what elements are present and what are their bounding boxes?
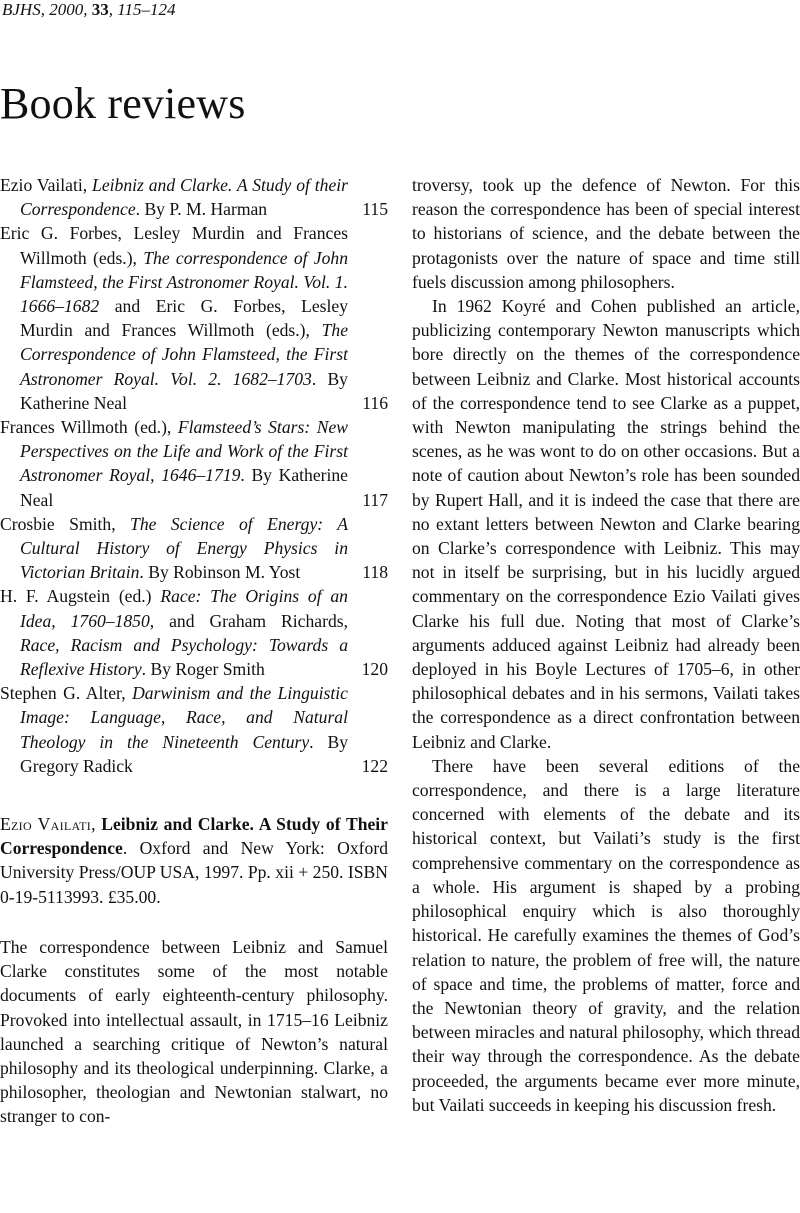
- toc-page: 120: [361, 659, 388, 680]
- toc-entry[interactable]: [0, 173, 388, 221]
- journal-name: BJHS: [2, 0, 41, 19]
- toc-title: The Correspondence of John Flamsteed, the First Astronomer Royal. Vol. 2. 1682–1703: [20, 320, 348, 389]
- page-title: Book reviews: [0, 79, 246, 128]
- toc-author: Frances Willmoth (ed.),: [0, 417, 178, 438]
- table-of-contents: [0, 173, 388, 778]
- toc-entry[interactable]: [0, 512, 388, 585]
- toc-reviewer: . By Katherine Neal: [20, 465, 348, 510]
- toc-title: Flamsteed’s Stars: New Perspectives on the Life and Work of the First Astronomer Royal, 1646–1719: [20, 417, 348, 486]
- toc-author: and Eric G. Forbes, Lesley Murdin and Frances Willmoth (eds.),: [20, 296, 348, 341]
- review-heading: Ezio Vailati, Leibniz and Clarke. A Study of Their Correspondence. Oxford and New York: Oxford University Press/OUP USA, 1997. Pp. xii + 250. ISBN 0-19-5113993. £35.00.: [0, 814, 388, 907]
- review-book-title: Leibniz and Clarke. A Study of Their Correspondence: [0, 814, 388, 859]
- left-column: [0, 173, 388, 1129]
- review-paragraph: There have been several editions of the correspondence, and there is a large literature concerned with elements of the debate and its historical context, but Vailati’s study is the first comprehensive commentary on the correspondence as a whole. His argument is shaped by a probing philosophical enquiry which is also thoroughly historical. He carefully examines the themes of God’s relation to nature, the problem of free will, the nature of space and time, the problems of matter, force and the Newtonian theory of gravity, and the relation between miracles and natural philosophy, which thread their way through the correspondence. As the debate proceeded, the arguments became ever more minute, but Vailati succeeds in keeping his discussion fresh.: [412, 755, 800, 1115]
- toc-author: Stephen G. Alter,: [0, 683, 133, 704]
- toc-reviewer: . By P. M. Harman: [135, 199, 268, 220]
- toc-reviewer: . By Katherine Neal: [20, 368, 348, 413]
- toc-title: Race, Racism and Psychology: Towards a Reflexive History: [20, 634, 348, 680]
- toc-page: 115: [362, 199, 388, 220]
- review-paragraph-continued: troversy, took up the defence of Newton. For this reason the correspondence has been of special interest to historians of science, and the debate between the protagonists over the nature of space and time still fuels discussion among philosophers.: [412, 175, 800, 292]
- review-paragraph: The correspondence between Leibniz and Samuel Clarke constitutes some of the most notable documents of early eighteenth-century philosophy. Provoked into intellectual assault, in 1715–16 Leibniz launched a searching critique of Newton’s natural philosophy and its theological underpinning. Clarke, a philosopher, theologian and Newtonian stalwart, no stranger to con-: [0, 936, 388, 1127]
- toc-page: 116: [362, 392, 388, 413]
- review-paragraph: In 1962 Koyré and Cohen published an article, publicizing contemporary Newton manuscripts which bore directly on the themes of the correspondence between Leibniz and Clarke. Most historical accounts of the correspondence tend to see Clarke as a puppet, with Newton manipulating the strings behind the scenes, as he was wont to do on other occasions. But a note of caution about Newton’s role has been sounded by Rupert Hall, and it is indeed the case that there are no extant letters between Newton and Clarke bearing on Clarke’s correspondence with Leibniz. This may not in itself be surprising, but in his lucidly argued commentary on the correspondence Ezio Vailati gives Clarke his full due. Noting that most of Clarke’s arguments adduced against Leibniz had already been deployed in his Boyle Lectures of 1705–6, in other philosophical debates and in his sermons, Vailati takes the correspondence as a direct confrontation between Leibniz and Clarke.: [412, 296, 800, 752]
- journal-volume: 33: [91, 0, 109, 19]
- toc-author: Ezio Vailati,: [0, 175, 93, 195]
- toc-reviewer: . By Gregory Radick: [20, 731, 348, 776]
- review-publication: . Oxford and New York: Oxford University Press/OUP USA, 1997. Pp. xii + 250. ISBN 0-19-5113993. £35.00.: [0, 838, 388, 907]
- journal-pages: 115–124: [117, 0, 176, 19]
- toc-entry[interactable]: [0, 221, 388, 415]
- journal-citation: BJHS, 2000, 33, 115–124: [2, 0, 176, 19]
- toc-page: 118: [362, 562, 388, 583]
- toc-author: H. F. Augstein (ed.): [0, 586, 161, 607]
- toc-title: Darwinism and the Linguistic Image: Language, Race, and Natural Theology in the Nineteenth Century: [20, 683, 348, 752]
- toc-author: Eric G. Forbes, Lesley Murdin and Frances Willmoth (eds.),: [0, 223, 348, 268]
- toc-page: 117: [362, 489, 388, 510]
- toc-reviewer: . By Robinson M. Yost: [139, 562, 301, 583]
- toc-title: The correspondence of John Flamsteed, the First Astronomer Royal. Vol. 1. 1666–1682: [20, 247, 349, 317]
- toc-title: The Science of Energy: A Cultural History of Energy Physics in Victorian Britain: [20, 513, 348, 583]
- review-author: Ezio Vailati: [0, 814, 92, 835]
- toc-entry[interactable]: [0, 681, 388, 778]
- right-column: [412, 173, 800, 1117]
- toc-title: Leibniz and Clarke. A Study of their Correspondence: [20, 175, 348, 220]
- toc-title: Race: The Origins of an Idea, 1760–1850: [20, 586, 348, 631]
- toc-entry[interactable]: [0, 415, 388, 512]
- toc-author: Crosbie Smith,: [0, 513, 131, 534]
- toc-page: 122: [361, 755, 388, 776]
- toc-entry[interactable]: [0, 584, 388, 681]
- toc-author: , and Graham Richards,: [149, 610, 348, 631]
- toc-reviewer: . By Roger Smith: [141, 659, 265, 680]
- journal-year: 2000: [49, 0, 84, 19]
